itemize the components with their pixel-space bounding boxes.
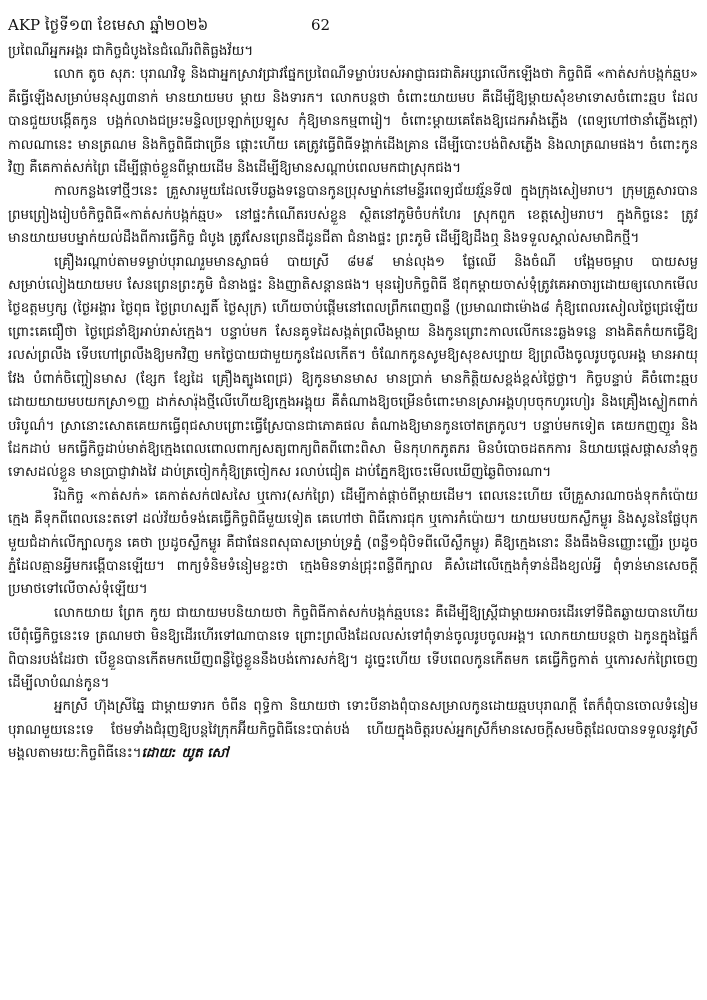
- paragraph-intro: ប្រពៃណីអ្នកអង្គរ ជាកិច្ចជំបូងនៃជំណើរពិតិធ្លងវ័យ។: [8, 44, 254, 59]
- page-number: 62: [311, 16, 331, 34]
- header-date: AKP ថ្ងៃទី១៣ ខែមេសា ឆ្នាំ២០២៦: [8, 16, 209, 34]
- paragraph: គ្រឿងរណ្ដាប់តាមទម្លាប់បុរាណរួមមានស្លាធម៌ បាយស្រី ៨ម៩ មាន់លុង១ ផ្លែឈើ និងចំណី បង្អែមចម្អាប បាយសម្លសម្រាប់លៀងយាយមប សែនព្រេនព្រះភូមិ ជំនាងផ្ទះ និងញាតិសន្តានផង។ មុនរៀបកិច្ចពិធី ឪពុកម្ដាយចាស់ទុំត្រូវគេអាចារ្យដោយឲ្យលោកមើលថ្ងៃឧត្តមឫក្ស (ថ្ងៃអង្គារ ថ្ងៃពុធ ថ្ងៃព្រហស្បតិ៍ ថ្ងៃសុក្រ) ហើយចាប់ផ្ដើមនៅពេលព្រឹកពេញពន្លឺ (ប្រមាណជាម៉ោង៨ កុំឱ្យពេលរសៀលថ្ងៃជ្រេឡើយ ព្រោះគេជឿថា ថ្ងៃជ្រេនាំឱ្យអាប់រាស់ក្មេង។ បន្ទាប់មក សែនគូទដៃសង្កត់ព្រលឹងម្ដាយ និងកូនព្រោះកាលលើកនេះឆ្លងទន្លេ នាងគិតកំយកធ្វើឱ្យរលស់ព្រលឹង ទើបហៅព្រលឹងឱ្យមកវិញ មកថ្ងៃបាយជាមួយកូនដែលកើត។ ចំណែកកូនសូមឱ្យសុខសប្បាយ ឱ្យព្រលឹងចូលរូបចូលអង្គ មានអាយុវែង បំពាក់ចិញ្ចៀនមាស (ខ្សែក ខ្សែដៃ គ្រឿងត្បូងពេជ្រ) ឱ្យកូនមានមាស មានប្រាក់ មានកិត្តិយសខ្ពង់ខ្ពស់ថ្លៃថ្លា។ កិច្ចបន្ទាប់ គឺចំពោះឆ្មប ដោយយាយមបយកស្រា១ញ្ញ ដាក់សារ៉ុងថ្មីលើហើយឱ្យក្មេងអង្គុយ គឺតំណាងឱ្យចម្រើនចំពោះមានស្រាអង្គហុបចុកហូរហៀរ និងគ្រឿងស្លៀកពាក់បរិបូណ៌។ ស្រានោះសោតគេយកធ្វើពុជសាបព្រោះធ្វើស្រែបានជាភោគផល តំណាងឱ្យមានកូនចៅតត្រកូល។ បន្ទាប់មកទៀត គេយកញញួរ និងដែកដាប់ មកធ្វើកិច្ចដាប់មាត់ឱ្យក្មេងពេលពោលពាក្យសត្យពាក្យពិតពីពោះពិសា មិនកុហកភូតភរ មិនបំបោចដតកការ និយាយផ្ដេសផ្ដាសនាំទុក្ខទោសដល់ខ្លួន មានប្រាជ្ញាវាងវៃ ដាប់ត្រចៀកកុំឱ្យត្រចៀកស រលាប់ជៀត ដាប់ភ្នែកឱ្យចេះមើលឃើញឆ្ងៃពិចារណា។: [8, 254, 698, 481]
- paragraph-last: [8, 695, 698, 765]
- paragraph-text: អ្នកស្រី ហ៊ុងស្រីឆ្នៃ ជាម្ដាយទារក ចំពីន ពុទ្ធិកា និយាយថា ទោះបីនាងពុំបានសម្រាលកូនដោយឆ្មបបុរាណក្ដី តែក៏ពុំបានចោលទំនៀមបុរាណមួយនេះទេ ថែមទាំងជំរុញឱ្យបន្តវៃក្រុកអ៊ីយកិច្ចពិធីនេះបាត់បង់ ហើយក្នុងចិត្តរបស់អ្នកស្រីក៏មានសេចក្ដីសមចិត្តដែលបានទទួលនូវស្រីមង្គលតាមរយៈកិច្ចពិធីនេះ។: [8, 699, 698, 762]
- paragraph: លោក តូច សុភ: បុរាណវិទូ និងជាអ្នកស្រាវជ្រាវផ្នែកប្រពៃណីទម្លាប់របស់អាជ្ញាធរជាតិអប្សរាលើកឡើងថា កិច្ចពិធី «កាត់សក់បង្កក់ឆ្មប» គឺធ្វើឡើងសម្រាប់មនុស្ស៣នាក់ មានយាយមប ម្ដាយ និងទារក។ លោកបន្តថា ចំពោះយាយមប គឺដើម្បីឱ្យម្ដាយសុំខមាទោសចំពោះឆ្មប ដែលបានជួយបង្កើតកូន បង្អក់លាងជម្រះមន្ទិលប្រឡាក់ប្រឡូស កុំឱ្យមានកម្មពារៀ។ ចំពោះម្ដាយគេតែងឱ្យដេកអាំងភ្លើង (ពេទ្យហៅថានាំភ្លើងក្ដៅ) កាលណានេះ មានត្រណម និងកិច្ចពិធីជាច្រើន ផ្ដោះហើយ គេត្រូវធ្វើពិធីទង្គាក់ដើងគ្រាន ដើម្បីបោះបង់ពិសភ្លើង និងលាត្រណមផង។ ចំពោះកូនវិញ គឺគេកាត់សក់ព្រៃ ដើម្បីផ្ដាច់ខ្លួនពីម្ដាយដើម និងដើម្បីឱ្យមានសណ្ដាប់ពេលមកជាស្រុកជង។: [8, 67, 698, 177]
- article-body: [8, 40, 698, 990]
- paragraph: កាលកន្លងទៅថ្មីៗនេះ គ្រួសារមួយដែលទើបឆ្លងទន្លេបានកូនប្រុសម្នាក់នៅមន្ទីរពេទ្យជ័យវរ្ម័នទី៧ ក្នុងក្រុងសៀមរាប។ ក្រុមគ្រួសារបានព្រមព្រៀងរៀបចំកិច្ចពិធី«កាត់សក់បង្កក់ឆ្មប» នៅផ្ទះកំណើតរបស់ខ្លួន ស្ថិតនៅភូមិចំបក់ហែរ ស្រុកពួក ខេត្តសៀមរាប។ ក្នុងកិច្ចនេះ ត្រូវមានយាយមបម្នាក់យល់ដឹងពីការធ្វើកិច្ច ជំបូង ត្រូវសែនព្រេនជីដូនជីតា ជំនាងផ្ទះ ព្រះភូមិ ដើម្បីឱ្យដឹងឮ និងទទួលស្គាល់សមាជិកថ្មី។: [8, 184, 698, 247]
- paragraph: រីឯកិច្ច «កាត់សក់» គេកាត់សក់៧សសៃ ឬកោរ(សក់ព្រៃ) ដើម្បីកាត់ផ្ដាច់ពីម្ដាយដើម។ ពេលនេះហើយ បើគ្រួសារណាចង់ទុកកំប៉ោយក្មេង គឺទុកពីពេលនេះតទៅ ដល់វ័យចំទង់គេធ្វើកិច្ចពិធីមួយទៀត គេហៅថា ពិធីកោរជុក ឬកោរកំប៉ោយ។ យាយមបយកស្លឹកម្លូរ និងសូននៃផ្លែបុកមួយជំដាក់លើក្បាលកូន គេថា ប្រដូចស្លឹកម្លូរ គឺជាផែនពសុធាសម្រាប់ទ្រភ្នំ (ពន្លឺ១ជុំបិទពីលើស្លឹកម្លូរ) គឺឱ្យក្មេងនោះ នឹងធឹងមិនញ្ញោះញ្ញើរ ប្រដូចភ្នំដែលគ្មានអ្វីមករង្គើបានឡើយ។ ពាក្យទំនិមទំនៀមខ្លះថា ក្មេងមិនទាន់ជ្រុះពន្លឺពីក្បាល គឺសំដៅលើក្មេងកុំទាន់ដឹងខ្យល់អ្វី ពុំទាន់មានសេចក្ដីប្រមាថទៅលើចាស់ទុំឡើយ។: [8, 488, 698, 598]
- author-signoff: ដោយ: យូត សៅ: [141, 746, 229, 762]
- page-header: [8, 14, 698, 36]
- paragraph: លោកយាយ ព្រែក កូយ ជាយាយមបនិយាយថា កិច្ចពិធីកាត់សក់បង្កក់ឆ្មបនេះ គឺដើម្បីឱ្យស្ត្រីជាម្ដាយអាចរដើរទៅទីជិតឆ្ងាយបានហើយ បើពុំធ្វើកិច្ចនេះទេ ត្រណមថា មិនឱ្យដើរហើរទៅណាបានទេ ព្រោះព្រលឹងដែលលស់ទៅពុំទាន់ចូលរូបចូលអង្គ។ លោកយាយបន្តថា ឯកូនក្នុងផ្ទៃក៏ពិបានរបង់ដែរថា បើខ្លួនបានកើតមកឃើញពន្លឺថ្ងៃខ្លួននឹងបង់កោរសក់ឱ្យ។ ដូច្នេះហើយ ទើបពេលកូនកើតមក គេធ្វើកិច្ចកាត់ ឬកោរសក់ព្រៃចេញដើម្បីលាបំណន់កូន។: [8, 605, 698, 691]
